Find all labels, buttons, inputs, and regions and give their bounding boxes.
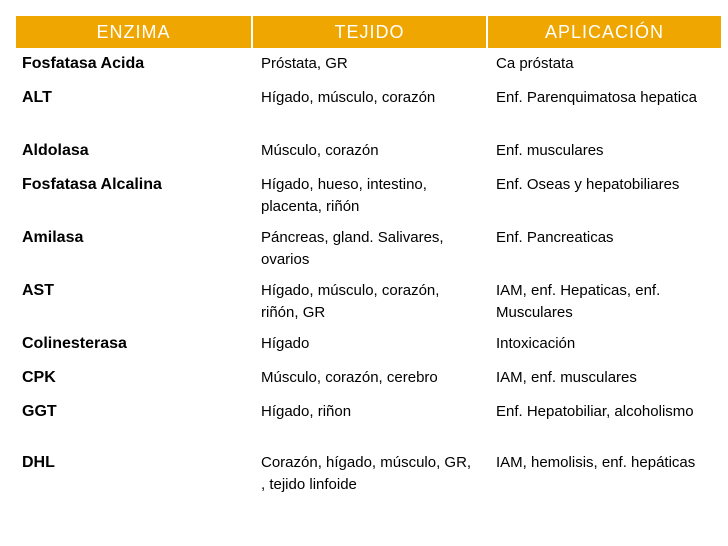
header-aplicacion: APLICACIÓN — [487, 16, 721, 48]
cell-tejido: Hígado, riñon — [252, 396, 487, 447]
cell-enzima: Fosfatasa Acida — [22, 55, 145, 72]
header-enzima: ENZIMA — [16, 16, 252, 48]
cell-enzima: AST — [22, 282, 54, 299]
cell-aplicacion: Enf. Hepatobiliar, alcoholismo — [487, 396, 721, 447]
cell-aplicacion: IAM, enf. musculares — [487, 362, 721, 396]
cell-tejido: Hígado, músculo, corazón — [252, 82, 487, 135]
cell-tejido: Páncreas, gland. Salivares, ovarios — [252, 222, 487, 275]
cell-enzima: ALT — [22, 89, 52, 106]
table-row — [16, 328, 721, 362]
table-row — [16, 48, 721, 82]
cell-tejido: Hígado — [252, 328, 487, 362]
table-row — [16, 82, 721, 135]
cell-enzima: DHL — [22, 454, 55, 471]
table-row — [16, 169, 721, 222]
header-row — [16, 16, 721, 48]
table-row — [16, 362, 721, 396]
cell-aplicacion: Enf. Parenquimatosa hepatica — [487, 82, 721, 135]
cell-aplicacion: IAM, hemolisis, enf. hepáticas — [487, 447, 721, 498]
cell-enzima: Aldolasa — [22, 142, 89, 159]
table-row — [16, 135, 721, 169]
cell-enzima: GGT — [22, 403, 57, 420]
table-row — [16, 222, 721, 275]
cell-aplicacion: Intoxicación — [487, 328, 721, 362]
cell-aplicacion: Enf. Pancreaticas — [487, 222, 721, 275]
table-row — [16, 396, 721, 447]
cell-enzima: CPK — [22, 369, 56, 386]
cell-aplicacion: IAM, enf. Hepaticas, enf. Musculares — [487, 275, 721, 328]
table-row — [16, 275, 721, 328]
cell-tejido: Corazón, hígado, músculo, GR, , tejido linfoide — [252, 447, 487, 498]
cell-tejido: Próstata, GR — [252, 48, 487, 82]
cell-aplicacion: Ca próstata — [487, 48, 721, 82]
cell-tejido: Músculo, corazón — [252, 135, 487, 169]
cell-aplicacion: Enf. musculares — [487, 135, 721, 169]
cell-enzima: Amilasa — [22, 229, 84, 246]
cell-tejido: Músculo, corazón, cerebro — [252, 362, 487, 396]
cell-tejido: Hígado, hueso, intestino, placenta, riñón — [252, 169, 487, 222]
cell-enzima: Colinesterasa — [22, 335, 127, 352]
cell-aplicacion: Enf. Oseas y hepatobiliares — [487, 169, 721, 222]
cell-tejido: Hígado, músculo, corazón, riñón, GR — [252, 275, 487, 328]
enzyme-table — [16, 16, 721, 498]
cell-enzima: Fosfatasa Alcalina — [22, 176, 162, 193]
table-row — [16, 447, 721, 498]
header-tejido: TEJIDO — [252, 16, 487, 48]
